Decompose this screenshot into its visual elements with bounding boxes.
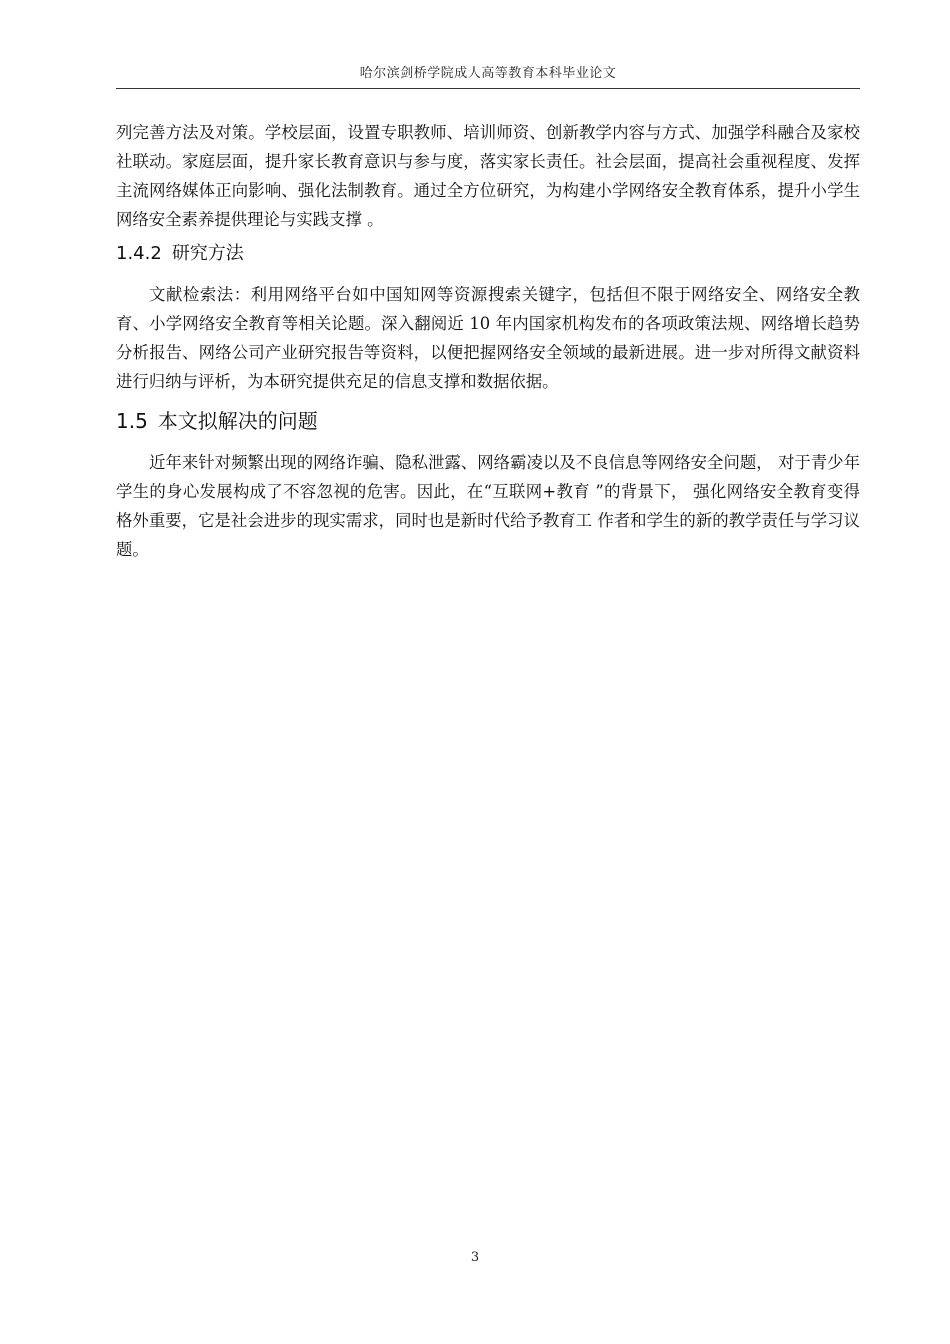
section-title: 本文拟解决的问题 <box>157 409 318 433</box>
section-title: 研究方法 <box>171 243 244 264</box>
research-method-paragraph: 文献检索法：利用网络平台如中国知网等资源搜索关键字，包括但不限于网络安全、网络安全教育、小学网络安全教育等相关论题。深入翻阅近 10 年内国家机构发布的各项政策法规、网络增长趋势分析报告、网络公司产业研究报告等资料，以便把握网络安全领域的最新进展。进一步对所得文献资料进行归纳与评析，为本研究提供充足的信息支撑和数据依据。 <box>116 285 860 391</box>
section-heading-1-5 <box>116 408 860 434</box>
page-body <box>116 118 860 564</box>
section-number: 1.4.2 <box>116 243 162 264</box>
problem-statement-paragraph: 近年来针对频繁出现的网络诈骗、隐私泄露、网络霸凌以及不良信息等网络安全问题， 对于青少年学生的身心发展构成了不容忽视的危害。因此，在“互联网+教育 ”的背景下， 强化网络安全教育变得格外重要，它是社会进步的现实需求，同时也是新时代给予教育工 作者和学生的新的教学责任与学习议题。 <box>116 453 860 559</box>
page-number: 3 <box>470 1250 480 1265</box>
section-heading-1-4-2 <box>116 242 860 266</box>
section-number: 1.5 <box>116 409 148 433</box>
intro-paragraph: 列完善方法及对策。学校层面，设置专职教师、培训师资、创新教学内容与方式、加强学科融合及家校社联动。家庭层面，提升家长教育意识与参与度，落实家长责任。社会层面，提高社会重视程度、发挥主流网络媒体正向影响、强化法制教育。通过全方位研究，为构建小学网络安全教育体系，提升小学生网络安全素养提供理论与实践支撑 。 <box>116 123 860 229</box>
running-header: 哈尔滨剑桥学院成人高等教育本科毕业论文 <box>359 66 617 81</box>
header-divider <box>116 88 860 89</box>
